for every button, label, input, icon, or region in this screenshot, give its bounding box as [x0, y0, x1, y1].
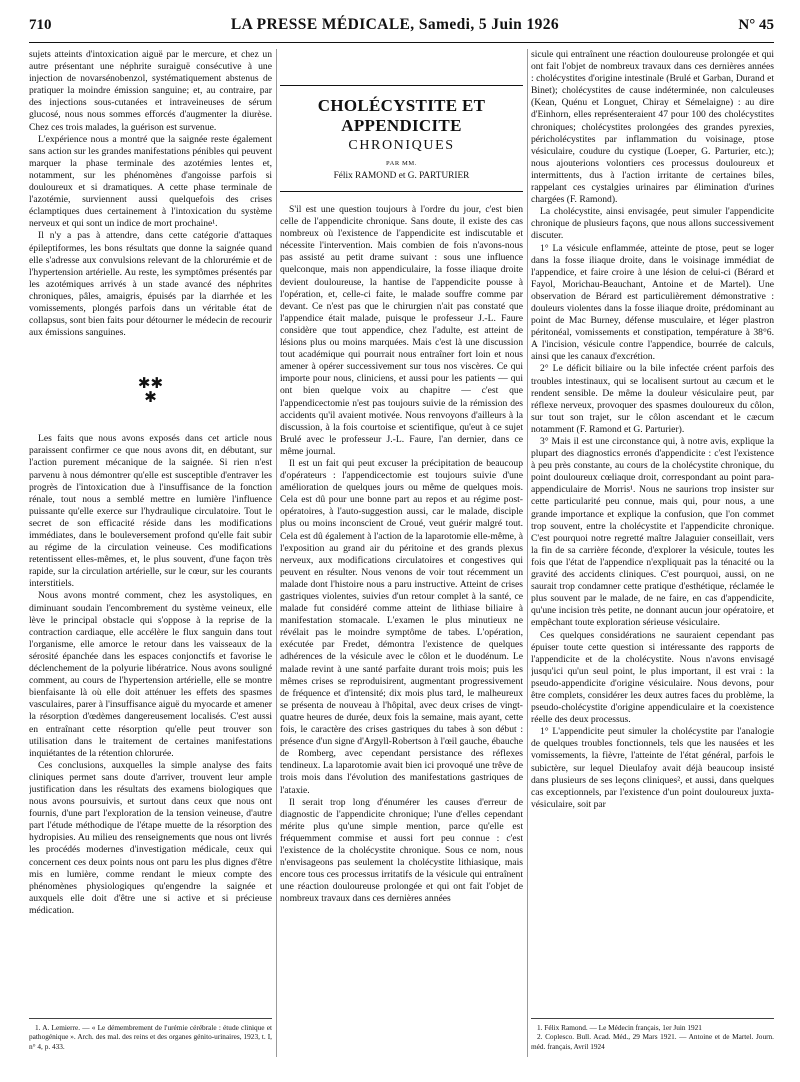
paragraph: La cholécystite, ainsi envisagée, peut simuler l'appendicite chronique de plusieurs façons, que nous allons successivement discuter.	[531, 206, 774, 242]
paragraph: Il est un fait qui peut excuser la précipitation de beaucoup d'opérateurs : l'appendicectomie est toujours suivie d'une amélioration de quelques jours ou même de quelques mois. Cela est dû pour une bonne part au repos et au régime post-opératoires, à l'auto-suggestion aussi, car le malade, disciple plus ou moins inconscient de Croué, veut guérir malgré tout. Cela est dû également à l'action de la laparotomie elle-même, à l'exposition au grand air du péritoine et des grands plexus nerveux, aux modifications circulatoires et congestives qui peuvent en résulter. Nous venons de voir tout récemment un malade dont l'histoire nous a paru instructive. Atteint de crises gastriques violentes, suivies d'un retour complet à la santé, ce malade fut considéré comme atteint de lithiase biliaire à manifestation stomacale. L'examen le plus minutieux ne révélait pas le moindre symptôme de tabes. L'opération, exécutée par Fredet, démontra l'existence de quelques adhérences de la vésicule avec le côlon et le duodénum. Le malade revint à une santé parfaite durant trois mois; puis les mêmes crises se reproduisirent, augmentant progressivement de fréquence et d'intensité; dix mois plus tard, le malheureux se présenta de nouveau à l'hôpital, avec deux crises de vingt-quatre heures de durée, deux fois la semaine, mais ayant, cette fois, le caractère des crises gastriques du tabes à son début : présence d'un signe d'Argyll-Robertson à l'œil gauche, ébauche de Romberg, avec cependant persistance des réflexes tendineux. La laparotomie avait bien ici provoqué une trêve de trois mois dans l'évolution des manifestations gastriques de l'ataxie.	[280, 457, 523, 796]
paragraph: 2° Le déficit biliaire ou la bile infectée créent parfois des troubles intestinaux, qui se localisent surtout au cæcum et le rendent sensible. De même la douleur vésiculaire peut, par réflexe nerveux, provoquer des spasmes douloureux du côlon, sur tout son trajet, sur le côlon ascendant et le cæcum notamment (F. Ramond et G. Parturier).	[531, 363, 774, 435]
paragraph: Les faits que nous avons exposés dans cet article nous paraissent confirmer ce que nous avons dit, en débutant, sur l'action purement mécanique de la saignée. Si rien n'est parvenu à nous démontrer qu'elle est susceptible d'entraver les progrès de l'intoxication due à l'insuffisance de la fonction rénale, tout nous a semblé mettre en lumière l'influence puissante qu'elle exerce sur l'hydraulique circulatoire. Tout le secret de son efficacité réside dans les modifications immédiates, dans le bouleversement profond qu'elle fait subir au régime de la circulation veineuse. Ces modifications retentissent elles-mêmes, et, le plus souvent, d'une façon très rapide, sur la circulation artérielle, sur le cœur, sur les courants interstitiels.	[29, 433, 272, 590]
article-authors: Félix RAMOND et G. PARTURIER	[333, 171, 470, 181]
paragraph: Il serait trop long d'énumérer les causes d'erreur de diagnostic de l'appendicite chronique; l'une d'elles cependant mérite plus qu'une simple mention, parce qu'elle est fréquemment commise et aussi fort peu connue : c'est l'existence de la cholécystite chronique. Sous ce nom, nous n'envisageons pas seulement la cholécystite lithiasique, mais encore tous ces processus irritatifs de la vésicule qui entraînent une réaction douloureuse prolongée et qui ont fait l'objet de nombreux travaux dans ces dernières années	[280, 796, 523, 905]
byline-par: PAR MM.	[385, 160, 418, 167]
section-separator-stars: ✱✱ ✱	[137, 376, 164, 407]
column-1	[29, 49, 272, 1057]
article-subtitle: CHRONIQUES	[348, 138, 455, 153]
paragraph: 1° La vésicule enflammée, atteinte de ptose, peut se loger dans la fosse iliaque droite, dans le voisinage immédiat de l'appendice, et faire croire à une lésion de celui-ci (Bérard et Fayol, Morichau-Beauchant, Antoine et de Martel). Une observation de Bérard est particulièrement démonstrative : douleurs violentes dans la fosse iliaque droite, prédominant au point de Mac Burney, défense musculaire, et léger plastron péritonéal, vomissements et constipation, température à 38°6. A l'incision, vésicule contre l'appendice, bourrée de calculs, ainsi que les canaux d'excrétion.	[531, 242, 774, 363]
paragraph: sujets atteints d'intoxication aiguë par le mercure, et chez un autre présentant une néphrite suraiguë consécutive à une injection de novarsénobenzol, systématiquement abstenus de pratiquer la moindre émission sanguine; et, au contraire, par des injections sous-cutanées et intraveineuses de sérum glucosé, nous nous sommes efforcés d'augmenter la diurèse. Chez ces trois malades, la guérison est survenue.	[29, 49, 272, 133]
footnotes	[531, 1018, 774, 1051]
footnote: 1. A. Lemierre. — « Le démembrement de l'urémie cérébrale : étude clinique et pathogénique ». Arch. des mal. des reins et des organes génito-urinaires, 1923, t. I, n° 4, p. 433.	[29, 1023, 272, 1051]
paragraph: sicule qui entraînent une réaction douloureuse prolongée et qui ont fait l'objet de nombreux travaux dans ces dernières années : cholécystites d'origine intestinale (Brulé et Garban, Durand et Binet); cholécystites de cause indéterminée, non calculeuses (Kean, Quénu et Longuet, Chiray et Sémelaigne) : au dire d'Einhorn, elles représenteraient 47 pour 100 des cholécystites chroniques; cholécystites prolongées des grandes pyrexies, péricholécystites par inflammation du voisinage, ptose vésiculaire, coudure du cystique (Loeper, G. Parturier, etc.); nous ajouterions volontiers ces processus douloureux et intermittents, dus à l'action irritante de certaines biles, rappelant ces cystalgies urinaires par élimination d'urines chargées (F. Ramond).	[531, 49, 774, 206]
paragraph: Il n'y a pas à attendre, dans cette catégorie d'attaques épileptiformes, les bons résultats que donne la saignée quand elle s'adresse aux convulsions relevant de la chlorurémie et de l'hypertension artérielle. Au reste, les symptômes présentés par les azotémiques arrivés à un stade avancé des néphrites chroniques, pâles, amaigris, épuisés par la diarrhée et les vomissements, plongés parfois dans un véritable état de collapsus, sont bien faits pour détourner le médecin de recourir aux émissions sanguines.	[29, 230, 272, 339]
column-divider	[527, 49, 528, 1057]
paragraph: Nous avons montré comment, chez les asystoliques, en diminuant soudain l'encombrement du système veineux, elle lève le principal obstacle qui s'oppose à la reprise de la contraction cardiaque, elle accélère le flux sanguin dans tout l'organisme, elle amorce le retour dans les vaisseaux de la sérosité épanchée dans les espaces conjonctifs et favorise le déclenchement de la polyurie libératrice. Nous avons souligné comment, au cours de l'hypertension artérielle, elle se montre bienfaisante là où elle doit atténuer les effets des spasmes vasculaires, parer à l'insuffisance aiguë du myocarde et amener la résorption d'œdèmes dangereusement localisés. C'est aussi en entraînant cette résorption qu'elle peut trouver son utilisation dans le traitement de certaines manifestations inquiétantes de la rétention chlorurée.	[29, 590, 272, 759]
paragraph: Ces quelques considérations ne sauraient cependant pas épuiser toute cette question si intéressante des rapports de l'appendicite et de la cholécystite. Nous n'avons envisagé jusqu'ici qu'un seul point, le plus important, il est vrai : la pseudo-appendicite d'origine vésiculaire. Nous devons, pour être complets, considérer les deux autres faces du problème, la pseudo-cholécystite d'origine appendiculaire et la coexistence réelle des deux processus.	[531, 629, 774, 726]
paragraph: L'expérience nous a montré que la saignée reste également sans action sur les grandes manifestations pénibles qui peuvent marquer la phase terminale des azotémies lentes et, notamment, sur les phénomènes d'angoisse parfois si douloureux et si dramatiques. A cette phase terminale de l'azotémie, surviennent aussi quelquefois des crises éclamptiques dues certainement à l'intoxication du système nerveux et qui sont un indice de mort prochaine¹.	[29, 133, 272, 230]
article-heading	[280, 85, 523, 192]
article-title: CHOLÉCYSTITE ET APPENDICITE	[317, 96, 486, 135]
column-2	[280, 49, 523, 1057]
issue-number: N° 45	[738, 17, 774, 33]
column-3	[531, 49, 774, 1057]
running-header	[29, 16, 774, 43]
footnote: 1. Félix Ramond. — Le Médecin français, 1er Juin 1921	[537, 1023, 702, 1033]
page-number: 710	[29, 17, 52, 33]
paragraph: S'il est une question toujours à l'ordre du jour, c'est bien celle de l'appendicite chronique. Sans doute, il existe des cas nombreux où l'existence de l'appendicite est indiscutable et nécessite l'intervention. Mais combien de fois n'avons-nous pas assisté au petit drame suivant : sous une influence quelconque, mais non appendiculaire, la fosse iliaque droite devient douloureuse, la hantise de l'appendicite pousse à l'opération, et, celle-ci faite, le malade souffre comme par devant. Ce n'est pas que le chirurgien n'ait pas constaté que l'appendice était malade, puisque le professeur J.-L. Faure considère que tout appendice, chez l'adulte, est atteint de lésions plus ou moins marquées. Mais c'est là une discussion tout académique qui pourrait nous entraîner fort loin et nous amener à opérer successivement sur tous nos viscères. Ce qui importe pour nous, cliniciens, et aussi pour les patients — qui ont bien quelque voix au chapitre — c'est que l'appendicectomie n'est pas toujours suivie de la rémission des accidents qu'il avaient motivée. Nous renvoyons d'ailleurs à la discussion, à la fois courtoise et scientifique, qu'eut à ce sujet Brulé avec le professeur J.-L. Faure, l'an dernier, dans ce même journal.	[280, 204, 523, 457]
footnotes	[29, 1018, 272, 1051]
footnote: 2. Coplesco. Bull. Acad. Méd., 29 Mars 1921. — Antoine et de Martel. Journ. méd. français, Avril 1924	[531, 1032, 774, 1051]
journal-title: LA PRESSE MÉDICALE, Samedi, 5 Juin 1926	[230, 16, 560, 33]
paragraph: 1° L'appendicite peut simuler la cholécystite par l'analogie de quelques troubles fonctionnels, tels que les nausées et les vomissements, la fièvre, l'atteinte de l'état général, parfois le subictère, sur lequel Dieulafoy avait déjà beaucoup insisté dans plusieurs de ses leçons cliniques², et aussi, dans quelques cas exceptionnels, par l'existence d'un point douloureux juxta-vésiculaire, soit par	[531, 726, 774, 810]
column-divider	[276, 49, 277, 1057]
paragraph: Ces conclusions, auxquelles la simple analyse des faits cliniques permet sans doute d'arriver, trouvent leur ample justification dans les résultats des examens biologiques que nous avons poursuivis, et surtout dans ceux que nous ont fournis, d'une part l'exploration de la tension veineuse, d'autre part l'étude méthodique de l'étape muette de la résorption des hydropisies. Au milieu des renseignements que nous ont livrés les procédés modernes d'investigation médicale, ceux qui concernent ces deux points nous ont paru les plus dignes d'être mis en lumière, comme rendant le mieux compte des phénomènes physiologiques qu'engendre la saignée et auxquels elle doit d'être une si active et si précieuse médication.	[29, 759, 272, 916]
paragraph: 3° Mais il est une circonstance qui, à notre avis, explique la plupart des diagnostics erronés d'appendicite : c'est l'existence à peu près constante, au cours de la cholécystite chronique, du point douloureux cœliaque droit, correspondant au point para-appendiculaire de Morris¹. Nous ne saurions trop insister sur cette particularité peu connue, mais qui, pour nous, a une grande importance et explique la confusion, que l'on commet trop souvent, entre la cholécystite et l'appendicite chronique. C'est pourquoi notre regretté maître Jalaguier conseillait, vers la fin de sa carrière féconde, d'explorer la vésicule, toutes les fois que l'état de l'appendice n'expliquait pas la ténacité ou la gravité des accidents cliniques. C'est pourquoi, aussi, on ne saurait trop condamner cette pratique d'esthétique, réclamée le plus souvent par le malade, de ne faire, en cas d'appendicite, qu'une incision très petite, ne donnant aucun jour opératoire, et empêchant toute exploration sérieuse vésiculaire.	[531, 436, 774, 629]
